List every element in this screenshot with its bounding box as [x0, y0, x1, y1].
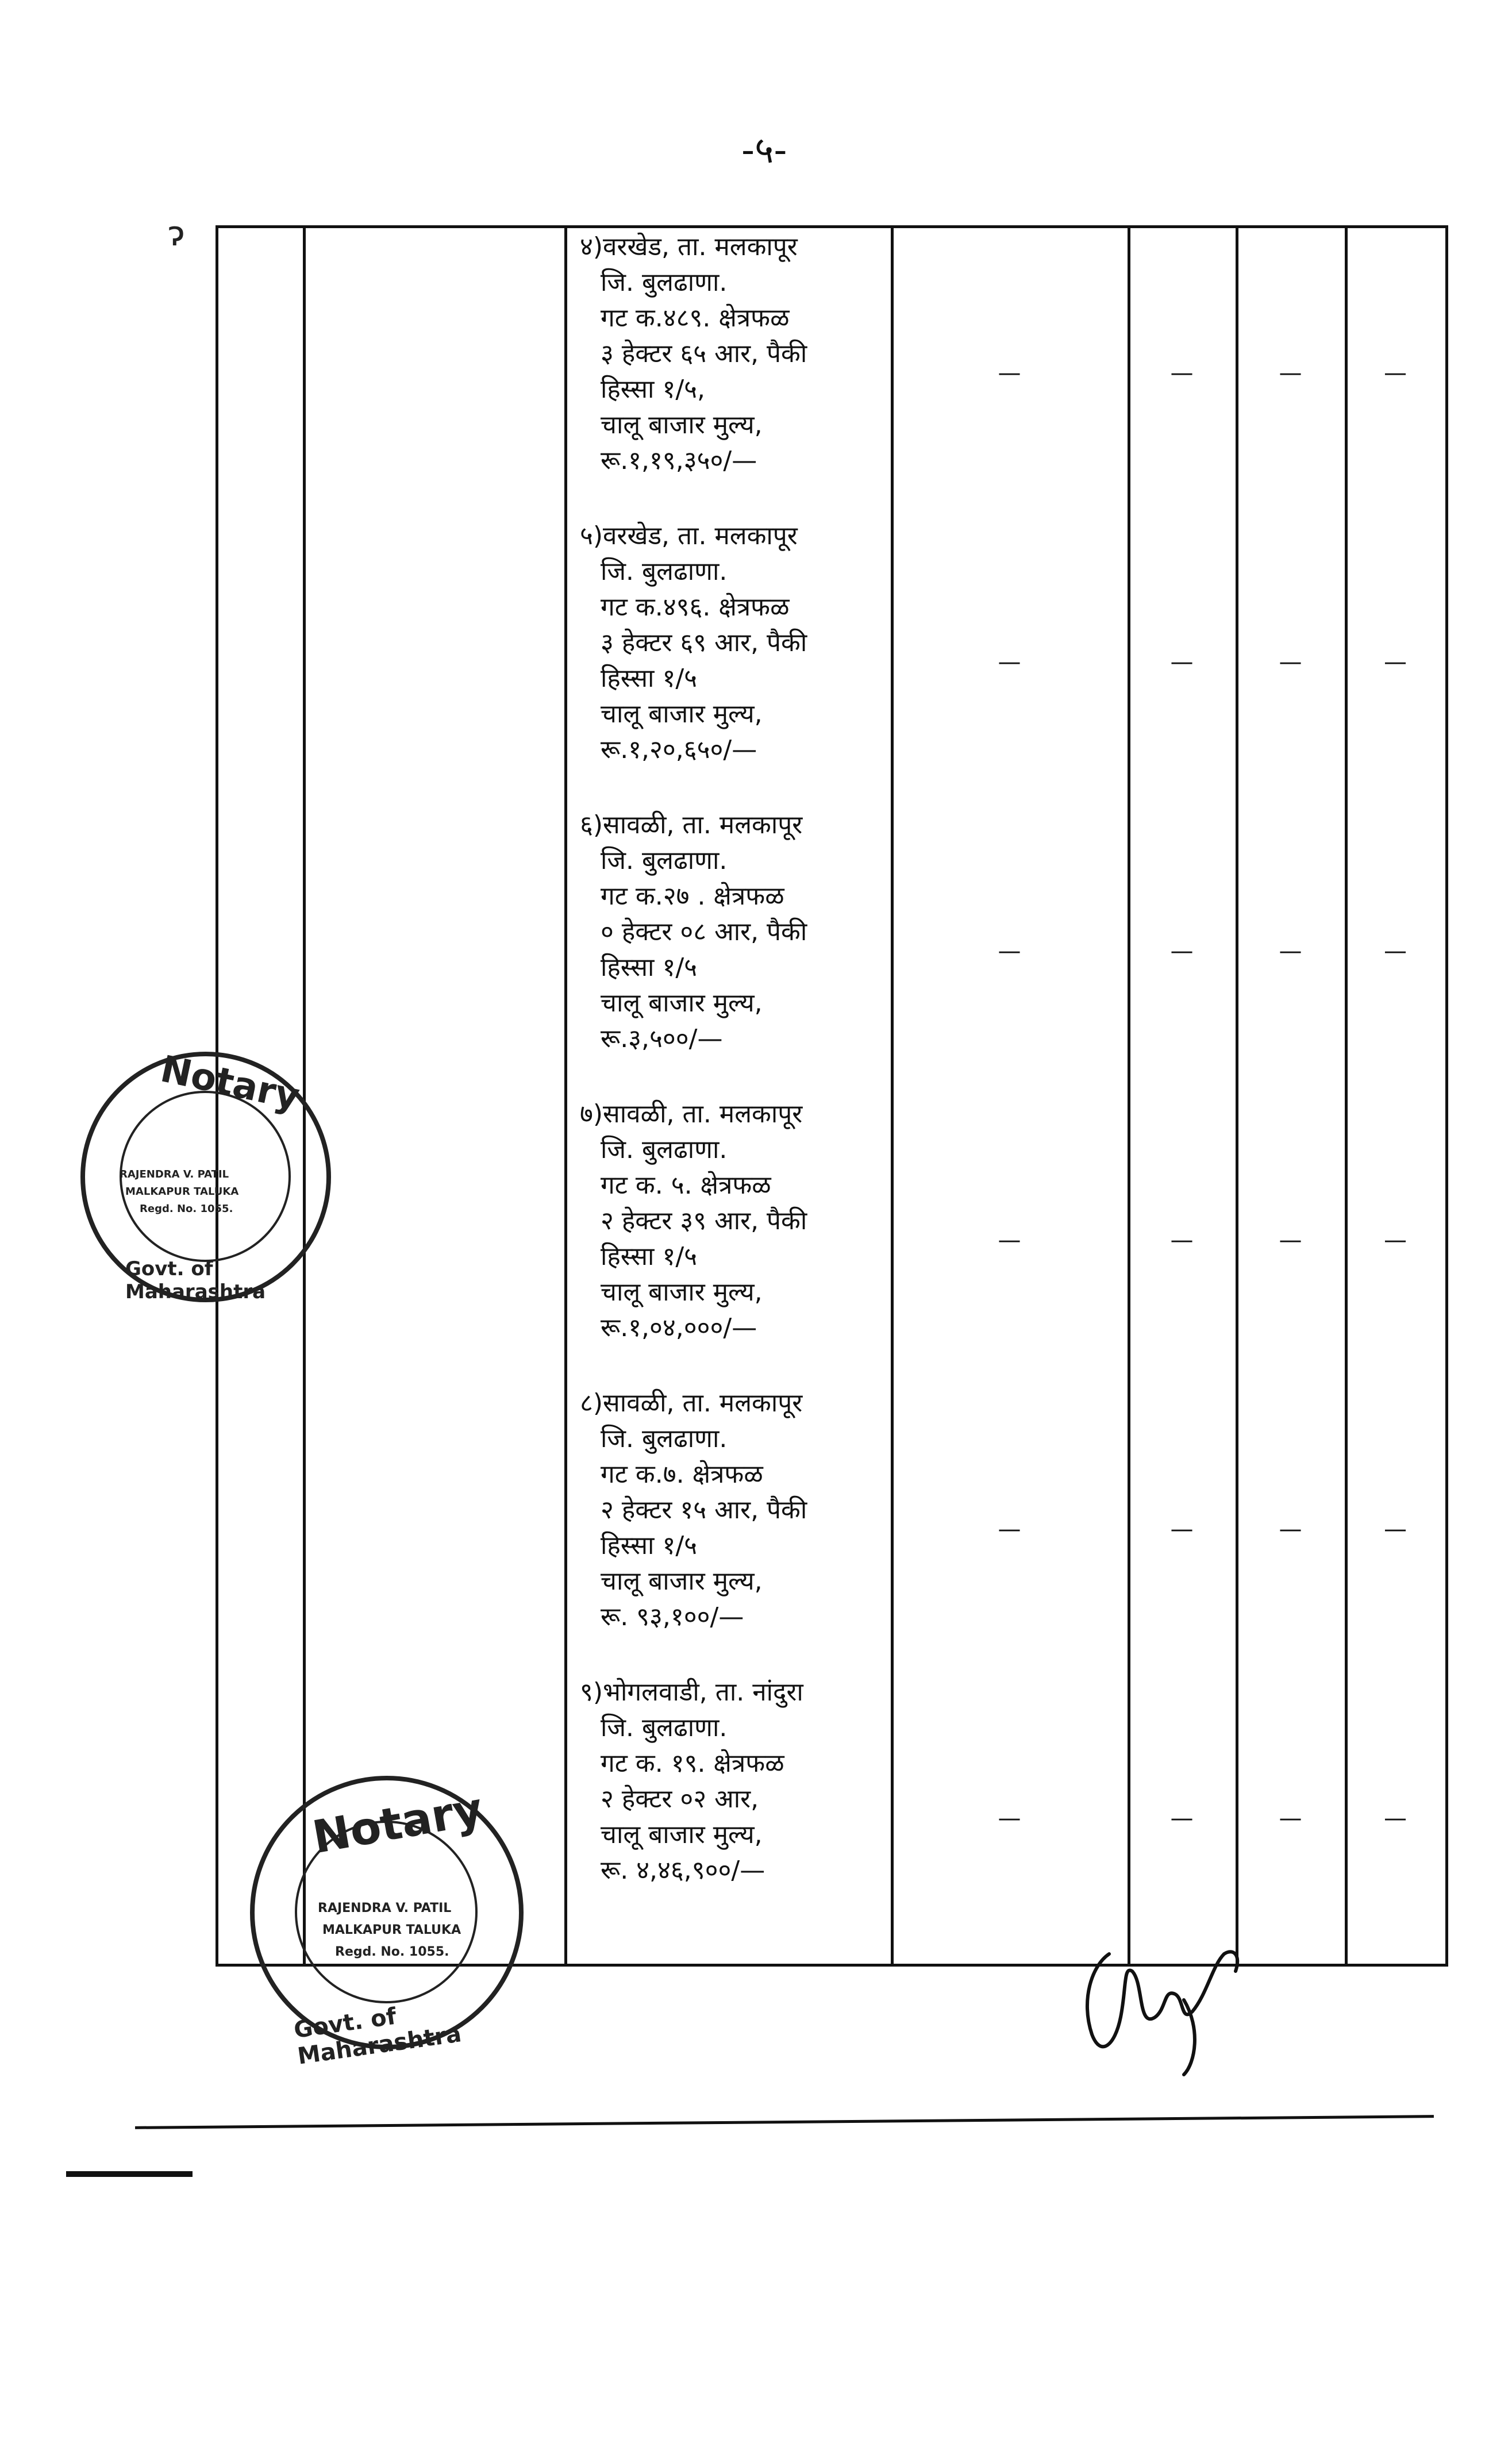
page-number: -५- [741, 129, 787, 172]
entry-line: गट क.४८९. क्षेत्रफळ [601, 303, 790, 333]
empty-dash: — [1170, 1226, 1196, 1253]
entry-line: चालू बाजार मुल्य, [601, 1567, 763, 1596]
empty-dash: — [1279, 359, 1305, 386]
property-entry [567, 1675, 891, 1964]
entry-line: ४)वरखेड, ता. मलकापूर [580, 232, 798, 261]
entry-line: ३ हेक्टर ६५ आर, पैकी [601, 339, 807, 368]
empty-dash: — [998, 1226, 1024, 1253]
entry-line: २ हेक्टर ०२ आर, [601, 1784, 759, 1814]
entry-line: हिस्सा १/५ [601, 664, 698, 693]
empty-dash: — [1279, 937, 1305, 964]
entry-line: ७)सावळी, ता. मलकापूर [580, 1099, 803, 1129]
entry-line: ५)वरखेड, ता. मलकापूर [580, 521, 798, 551]
seal-title: Notary [156, 1048, 303, 1119]
entry-line: गट क. ५. क्षेत्रफळ [601, 1171, 771, 1200]
property-table [216, 225, 1448, 1967]
empty-dash: — [1384, 937, 1409, 964]
entry-line: गट क.२७ . क्षेत्रफळ [601, 882, 784, 911]
empty-dash: — [998, 1805, 1024, 1832]
entry-line: चालू बाजार मुल्य, [601, 410, 763, 440]
empty-dash: — [1170, 937, 1196, 964]
notary-seal-upper [80, 1048, 331, 1303]
property-entry [567, 518, 891, 807]
property-entry [567, 1097, 891, 1386]
entry-line: जि. बुलढाणा. [601, 846, 728, 875]
notary-seal-lower [250, 1776, 524, 2070]
entry-line: ६)सावळी, ता. मलकापूर [580, 810, 803, 840]
property-entry [567, 807, 891, 1097]
entry-line: रू. ९३,१००/— [601, 1602, 744, 1632]
entry-line: हिस्सा १/५, [601, 375, 706, 404]
entry-line: २ हेक्टर ३९ आर, पैकी [601, 1206, 807, 1236]
entry-line: रू.३,५००/— [601, 1024, 723, 1053]
empty-dash: — [1279, 1805, 1305, 1832]
entry-line: रू.१,२०,६५०/— [601, 735, 757, 764]
empty-dash: — [1384, 648, 1409, 675]
property-entry [567, 229, 891, 518]
seal-bottom: Govt. of Maharashtra [125, 1257, 266, 1303]
empty-dash: — [1170, 1515, 1196, 1542]
seal-place: MALKAPUR TALUKA [125, 1186, 239, 1198]
seal-title: Notary [309, 1783, 487, 1864]
empty-dash: — [1170, 359, 1196, 386]
empty-dash: — [998, 648, 1024, 675]
empty-dash: — [998, 359, 1024, 386]
signature [1069, 1931, 1264, 2086]
empty-dash: — [998, 1515, 1024, 1542]
property-entry [567, 1386, 891, 1675]
seal-regd: Regd. No. 1055. [140, 1203, 233, 1215]
empty-dash: — [1279, 1515, 1305, 1542]
entry-line: गट क.७. क्षेत्रफळ [601, 1460, 763, 1489]
col-party [305, 227, 566, 1965]
seal-bottom: Govt. of Maharashtra [292, 2003, 463, 2070]
seal-place: MALKAPUR TALUKA [322, 1923, 461, 1937]
entry-line: हिस्सा १/५ [601, 1242, 698, 1271]
empty-dash: — [1384, 1226, 1409, 1253]
col-property [566, 227, 892, 1965]
col-value-1 [892, 227, 1129, 1965]
empty-dash: — [1170, 648, 1196, 675]
entry-line: हिस्सा १/५ [601, 1531, 698, 1560]
entry-line: रू. ४,४६,९००/— [601, 1856, 765, 1885]
bottom-rule-short [66, 2171, 193, 2177]
entry-line: रू.१,०४,०००/— [601, 1313, 757, 1342]
col-value-2 [1129, 227, 1237, 1965]
entry-line: चालू बाजार मुल्य, [601, 1820, 763, 1849]
col-value-3 [1237, 227, 1346, 1965]
entry-line: गट क.४९६. क्षेत्रफळ [601, 593, 790, 622]
entry-line: गट क. १९. क्षेत्रफळ [601, 1749, 784, 1778]
seal-regd: Regd. No. 1055. [335, 1945, 449, 1959]
bottom-rule [135, 2115, 1434, 2129]
seal-name: RAJENDRA V. PATIL [120, 1168, 229, 1180]
empty-dash: — [1170, 1805, 1196, 1832]
entry-line: रू.१,१९,३५०/— [601, 446, 757, 475]
empty-dash: — [1384, 1805, 1409, 1832]
empty-dash: — [1384, 359, 1409, 386]
entry-line: जि. बुलढाणा. [601, 557, 728, 586]
entry-line: जि. बुलढाणा. [601, 1424, 728, 1453]
entry-line: हिस्सा १/५ [601, 953, 698, 982]
empty-dash: — [1384, 1515, 1409, 1542]
empty-dash: — [1279, 1226, 1305, 1253]
entry-line: चालू बाजार मुल्य, [601, 1278, 763, 1307]
entry-line: ९)भोगलवाडी, ता. नांदुरा [580, 1678, 803, 1707]
entry-line: जि. बुलढाणा. [601, 1713, 728, 1742]
col-value-4 [1346, 227, 1447, 1965]
entry-line: चालू बाजार मुल्य, [601, 988, 763, 1018]
margin-tick: ɂ [168, 214, 184, 254]
entry-line: ८)सावळी, ता. मलकापूर [580, 1388, 803, 1418]
entry-line: चालू बाजार मुल्य, [601, 699, 763, 729]
empty-dash: — [998, 937, 1024, 964]
empty-dash: — [1279, 648, 1305, 675]
entry-line: जि. बुलढाणा. [601, 1135, 728, 1164]
seal-name: RAJENDRA V. PATIL [318, 1901, 452, 1915]
entry-line: जि. बुलढाणा. [601, 268, 728, 297]
entry-line: ० हेक्टर ०८ आर, पैकी [601, 917, 807, 947]
entry-line: २ हेक्टर १५ आर, पैकी [601, 1495, 807, 1525]
entry-line: ३ हेक्टर ६९ आर, पैकी [601, 628, 807, 657]
